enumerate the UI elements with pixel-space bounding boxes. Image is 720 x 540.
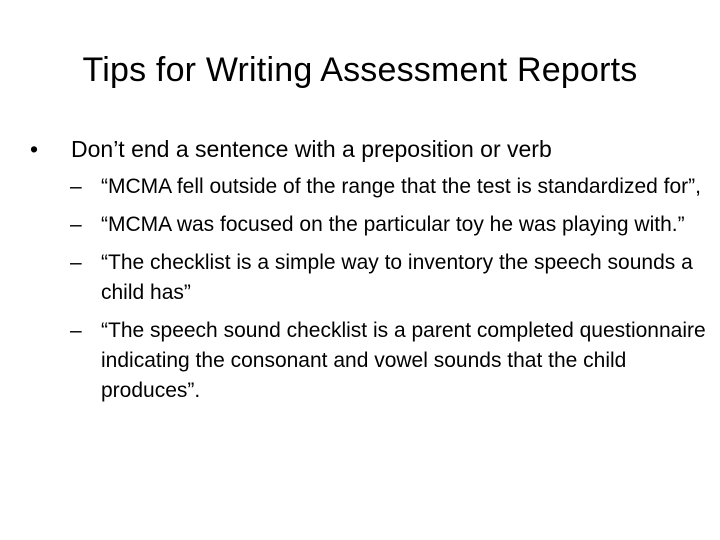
dash-marker: – [70,319,82,342]
bullet-text: Don’t end a sentence with a preposition or verb [71,136,552,162]
sub-bullet-item [70,172,710,202]
sub-bullet-text: “MCMA fell outside of the range that the test is standardized for”, [101,175,701,198]
dash-marker: – [70,175,82,198]
sub-bullet-list [70,172,710,414]
bullet-marker: • [30,136,39,162]
sub-bullet-item [70,248,710,308]
sub-bullet-text: “MCMA was focused on the particular toy he was playing with.” [101,213,685,236]
dash-marker: – [70,251,82,274]
sub-bullet-text: “The checklist is a simple way to inventory the speech sounds a child has” [101,251,693,304]
sub-bullet-text: “The speech sound checklist is a parent completed questionnaire indicating the consonant and vowel sounds that the child produces”. [101,319,706,402]
dash-marker: – [70,213,82,236]
sub-bullet-item [70,316,710,406]
slide-title: Tips for Writing Assessment Reports [82,51,638,89]
sub-bullet-item [70,210,710,240]
